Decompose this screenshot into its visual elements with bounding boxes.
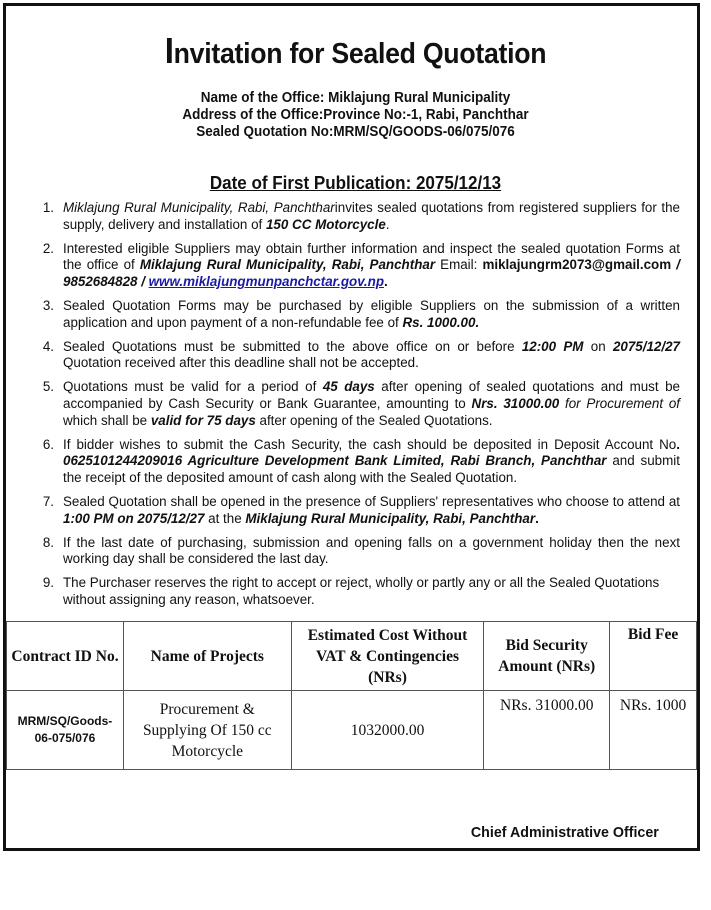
list-item [30,298,680,332]
item-text: Miklajung Rural Municipality, Rabi, Panchthar [139,257,436,273]
item-text: Sealed Quotations must be submitted to the above office on or before [63,338,522,354]
header-bid-security: Bid Security Amount (NRs) [484,622,610,691]
item-number: 1. [42,200,54,215]
terms-list [30,200,680,616]
office-name: Name of the Office: Miklajung Rural Municipality [200,90,511,106]
item-text: If bidder wishes to submit the Cash Security, the cash should be deposited in Deposit Account No [63,436,677,452]
header-bid-fee: Bid Fee [610,622,697,691]
item-text: . [676,436,680,452]
item-number: 7. [42,493,54,509]
header-project-name: Name of Projects [123,622,291,691]
item-number: 2. [42,240,54,256]
item-number: 5. [42,379,54,395]
item-text: Miklajung Rural Municipality, Rabi, Panchthar [63,200,335,215]
document-title [28,30,682,72]
item-text: on [583,338,613,354]
item-number: 3. [42,297,54,313]
item-text: Sealed Quotation shall be opened in the presence of Suppliers' representatives who choose to attend at [63,493,680,509]
item-text: 150 CC Motorcycle [265,216,386,232]
list-item [30,535,680,569]
cell-estimated-cost: 1032000.00 [291,691,484,770]
item-number: 9. [42,575,54,591]
item-text: . [535,510,539,526]
cell-project-name: Procurement & Supplying Of 150 cc Motorcycle [123,691,291,770]
quotation-number: Sealed Quotation No:MRM/SQ/GOODS-06/075/076 [196,124,515,140]
email-link[interactable]: miklajungrm2073@gmail.com [482,257,672,273]
title-text: nvitation for Sealed Quotation [173,38,547,70]
list-item [30,575,680,609]
item-text: Interested eligible Suppliers may obtain further information and inspect the sealed quotation Forms at the office of [63,240,680,273]
office-address: Address of the Office:Province No:-1, Rabi, Panchthar [182,107,529,123]
item-text: Miklajung Rural Municipality, Rabi, Panchthar [245,510,536,526]
item-number: 8. [42,534,54,550]
item-text: 45 days [322,379,375,395]
item-text: after opening of sealed quotations and must be accompanied by Cash Security or Bank Guarantee, amounting to [63,379,681,411]
item-text: after opening of the Sealed Quotations. [255,412,493,428]
item-text: at the [204,510,246,526]
phone-number: / 9852684828 / [63,257,680,290]
item-text: for Procurement of [559,395,680,411]
item-text: . [384,274,388,290]
list-item [30,437,680,487]
list-item [30,379,680,429]
item-number: 4. [42,338,54,354]
table-header-row [7,622,697,691]
cell-contract-id: MRM/SQ/Goods-06-075/076 [7,691,124,770]
item-text: 0625101244209016 Agriculture Development Bank Limited, Rabi Branch, Panchthar [63,453,607,469]
item-text: valid for 75 days [150,412,256,428]
header-contract-id: Contract ID No. [7,622,124,691]
item-text: Quotations must be valid for a period of [63,379,323,395]
item-text: Quotation received after this deadline shall not be accepted. [63,355,419,371]
item-text: 1:00 PM on 2075/12/27 [63,510,205,526]
item-text: The Purchaser reserves the right to accept or reject, wholly or partly any or all the Sealed Quotations without assigning any reason, whatsoever. [63,575,660,607]
table-row [7,691,697,770]
item-text: invites sealed quotations from registered suppliers for the supply, delivery and installation of [63,200,680,232]
website-link[interactable]: www.miklajungmunpanchctar.gov.np [148,274,385,290]
item-text: If the last date of purchasing, submission and opening falls on a government holiday then the next working day shall be considered the last day. [63,534,680,567]
item-text: 2075/12/27 [612,338,680,354]
list-item [30,494,680,528]
item-text: . [385,216,390,232]
title-initial: I [164,30,174,71]
item-text: Email: [435,257,483,273]
publication-date [28,172,682,194]
cell-bid-security: NRs. 31000.00 [484,691,610,770]
list-item [30,339,680,373]
item-text: which shall be [63,412,151,428]
cell-bid-fee: NRs. 1000 [610,691,697,770]
item-text: Sealed Quotation Forms may be purchased by eligible Suppliers on the submission of a written application and upon payment of a non-refundable fee of [63,297,680,330]
header-estimated-cost: Estimated Cost Without VAT & Contingencies (NRs) [291,622,484,691]
list-item [30,200,680,234]
signature-title: Chief Administrative Officer [471,824,659,841]
item-text: Nrs. 31000.00 [471,395,560,411]
item-text: and submit the receipt of the deposited amount of cash along with the Sealed Quotation. [63,453,680,486]
item-text: Rs. 1000.00. [402,314,480,330]
publication-date-text: Date of First Publication: 2075/12/13 [209,172,502,193]
item-text: 12:00 PM [521,338,584,354]
contract-table [6,621,697,770]
item-number: 6. [42,436,54,452]
list-item [30,241,680,291]
